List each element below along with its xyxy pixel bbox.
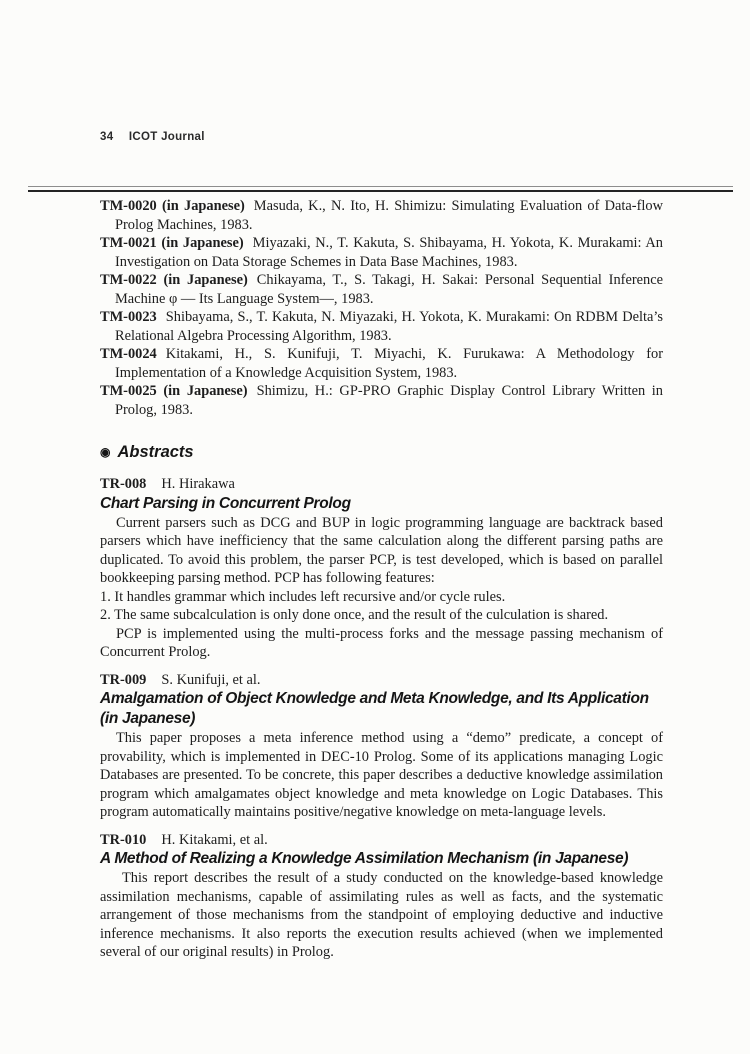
page-header [100, 131, 205, 143]
bullet-icon: ◉ [100, 445, 111, 459]
tr-paragraph: Current parsers such as DCG and BUP in logic programming language are backtrack based parsers which have inefficiency that the same calculation along the different parsing paths are duplicated. To avoid this problem, the parser PCP, is test developed, which is based on parallel bookkeeping parsing method. PCP has following features: [100, 514, 663, 586]
tr-paragraph: PCP is implemented using the multi-process forks and the message passing mechanism of Concurrent Prolog. [100, 625, 663, 660]
tm-entry-label: TM-0021 (in Japanese) [100, 235, 244, 251]
tm-entry-text: Kitakami, H., S. Kunifuji, T. Miyachi, K. Furukawa: A Methodology for Implementation of a Knowledge Acquisition System, 1983. [115, 346, 663, 381]
tm-entry-text: Shibayama, S., T. Kakuta, N. Miyazaki, H. Yokota, K. Murakami: On RDBM Delta’s Relational Algebra Processing Algorithm, 1983. [115, 309, 663, 344]
page-content [100, 197, 663, 962]
journal-title: ICOT Journal [128, 131, 205, 143]
tr-authors: S. Kunifuji, et al. [161, 671, 261, 688]
tr-id: TR-009 [100, 671, 147, 688]
header-rule [28, 186, 733, 192]
abstracts-heading-label: Abstracts [117, 443, 194, 461]
tr-paragraph: This report describes the result of a study conducted on the knowledge-based knowledge assimilation mechanisms, capable of assimilating rules as well as facts, and the systematic arrangement of those mechanisms from the standpoint of employing deductive and inductive inference mechanisms. It also reports the execution results achieved (when we implemented several of our original results) in Prolog. [100, 870, 663, 960]
tr-authors: H. Hirakawa [161, 476, 235, 492]
tr-head [100, 475, 663, 494]
tr-title: Chart Parsing in Concurrent Prolog [100, 494, 351, 512]
tm-entry-label: TM-0023 [100, 309, 157, 325]
tm-entry-text: Masuda, K., N. Ito, H. Shimizu: Simulating Evaluation of Data-flow Prolog Machines, 1983. [115, 198, 663, 233]
abstract-tr-010 [100, 831, 663, 962]
tr-head [100, 671, 663, 690]
tr-id: TR-010 [100, 831, 147, 848]
tr-id: TR-008 [100, 476, 147, 492]
abstract-tr-009 [100, 671, 663, 822]
tm-entry-text: Chikayama, T., S. Takagi, H. Sakai: Personal Sequential Inference Machine φ — Its Language System—, 1983. [115, 272, 663, 307]
tm-entry-label: TM-0024 [100, 346, 157, 362]
tm-report-list [100, 197, 663, 419]
tm-entry-0025 [100, 382, 663, 419]
tm-entry-label: TM-0025 (in Japanese) [100, 383, 248, 399]
tr-title: Amalgamation of Object Knowledge and Meta Knowledge, and Its Application (in Japanese) [100, 690, 649, 727]
abstracts-heading [100, 442, 663, 463]
tr-list-item: 2. The same subcalculation is only done once, and the result of the culculation is shared. [100, 607, 609, 623]
tm-entry-0021 [100, 234, 663, 271]
tr-list-item: 1. It handles grammar which includes left recursive and/or cycle rules. [100, 588, 506, 605]
tr-head [100, 831, 663, 850]
tm-entry-0022 [100, 271, 663, 308]
tr-title: A Method of Realizing a Knowledge Assimilation Mechanism (in Japanese) [100, 850, 629, 867]
tm-entry-text: Miyazaki, N., T. Kakuta, S. Shibayama, H. Yokota, K. Murakami: An Investigation on Data Storage Schemes in Data Base Machines, 1983. [115, 235, 664, 270]
tr-paragraph: This paper proposes a meta inference method using a “demo” predicate, a concept of provability, which is implemented in DEC-10 Prolog. Some of its applications managing Logic Databases are presented. To be concrete, this paper describes a deductive knowledge assimilation program which amalgamates object knowledge and meta knowledge on Logic Databases. This program automatically maintains positive/negative knowledge on meta-language levels. [100, 730, 663, 820]
tm-entry-label: TM-0022 (in Japanese) [100, 272, 248, 288]
abstract-tr-008 [100, 475, 663, 662]
tm-entry-label: TM-0020 (in Japanese) [100, 198, 245, 214]
page-number: 34 [100, 131, 114, 143]
tm-entry-0024 [100, 345, 663, 382]
tm-entry-0020 [100, 197, 663, 234]
tm-entry-0023 [100, 308, 663, 345]
tr-authors: H. Kitakami, et al. [161, 831, 268, 848]
tm-entry-text: Shimizu, H.: GP-PRO Graphic Display Control Library Written in Prolog, 1983. [115, 383, 663, 418]
